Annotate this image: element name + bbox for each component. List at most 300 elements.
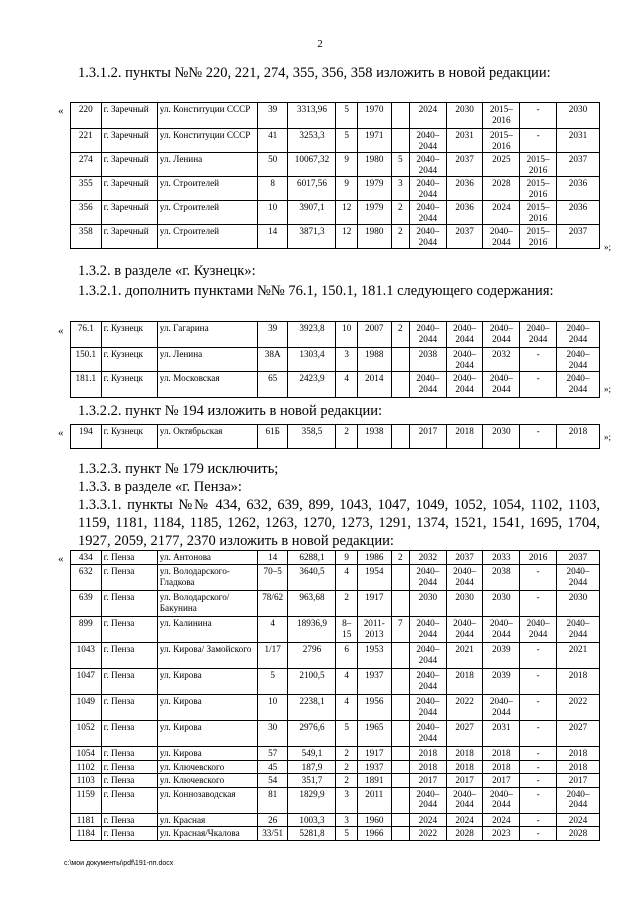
table-cell: - bbox=[520, 760, 557, 774]
table-cell: 150.1 bbox=[71, 348, 102, 372]
table-cell: 2037 bbox=[446, 153, 483, 177]
table-row bbox=[71, 425, 600, 449]
table-cell: 1829,9 bbox=[288, 787, 336, 813]
table-cell bbox=[391, 372, 409, 398]
table-cell: 194 bbox=[71, 425, 102, 449]
table-cell: 2040–2044 bbox=[446, 348, 483, 372]
table-cell: 2040–2044 bbox=[446, 322, 483, 348]
table-row bbox=[71, 551, 600, 565]
table-cell: 2038 bbox=[483, 565, 520, 591]
table-cell: 2238,1 bbox=[288, 695, 336, 721]
table-cell: 2040–2044 bbox=[483, 695, 520, 721]
table-cell bbox=[391, 695, 409, 721]
table-cell: г. Кузнецк bbox=[101, 425, 157, 449]
paragraph-1-3-2: 1.3.2. в разделе «г. Кузнецк»: bbox=[78, 263, 256, 279]
table-row bbox=[71, 565, 600, 591]
table-cell: 2017 bbox=[446, 774, 483, 788]
table-cell: ул. Кирова/ Замойского bbox=[157, 643, 257, 669]
table-cell: г. Пенза bbox=[101, 827, 157, 841]
table-cell: 2030 bbox=[483, 425, 520, 449]
table-cell: 8–15 bbox=[336, 617, 357, 643]
table-cell: 2036 bbox=[446, 177, 483, 201]
table-cell: 9 bbox=[336, 153, 357, 177]
table-cell: г. Пенза bbox=[101, 774, 157, 788]
table-cell: 4 bbox=[336, 695, 357, 721]
table-cell: 2022 bbox=[446, 695, 483, 721]
table-cell: 2040–2044 bbox=[556, 372, 599, 398]
table-cell: г. Пенза bbox=[101, 643, 157, 669]
table-cell: 2015–2016 bbox=[520, 225, 557, 249]
table-cell: 30 bbox=[257, 721, 288, 747]
table-cell: г. Кузнецк bbox=[101, 322, 157, 348]
table-cell: 2018 bbox=[446, 760, 483, 774]
table-cell bbox=[391, 348, 409, 372]
table-cell: 1953 bbox=[357, 643, 391, 669]
table-cell: 3907,1 bbox=[288, 201, 336, 225]
table-cell: 3313,96 bbox=[288, 103, 336, 129]
table-cell: 2040–2044 bbox=[409, 129, 446, 153]
table-row bbox=[71, 643, 600, 669]
table-cell: 6288,1 bbox=[288, 551, 336, 565]
table-cell: 65 bbox=[257, 372, 288, 398]
table-row bbox=[71, 760, 600, 774]
table-cell: ул. Кирова bbox=[157, 669, 257, 695]
table-cell: 3 bbox=[391, 177, 409, 201]
table-cell: 2030 bbox=[556, 591, 599, 617]
table-cell: 2036 bbox=[556, 201, 599, 225]
table-cell: 2040–2044 bbox=[483, 787, 520, 813]
table-cell: 2015–2016 bbox=[520, 153, 557, 177]
table-cell: г. Пенза bbox=[101, 565, 157, 591]
table-cell: 9 bbox=[336, 551, 357, 565]
table-cell: 33/51 bbox=[257, 827, 288, 841]
table-cell: 2022 bbox=[556, 695, 599, 721]
table-cell: 45 bbox=[257, 760, 288, 774]
table-cell: 2040–2044 bbox=[409, 177, 446, 201]
table-cell: 4 bbox=[336, 372, 357, 398]
table-cell: ул. Строителей bbox=[157, 201, 257, 225]
table-cell: 187,9 bbox=[288, 760, 336, 774]
table-cell: 2040–2044 bbox=[483, 322, 520, 348]
paragraph-1-3-2-2: 1.3.2.2. пункт № 194 изложить в новой редакции: bbox=[78, 403, 383, 419]
paragraph-1-3-3: 1.3.3. в разделе «г. Пенза»: bbox=[78, 479, 242, 495]
table-cell: г. Заречный bbox=[101, 225, 157, 249]
table-cell: 1966 bbox=[357, 827, 391, 841]
table-cell: ул. Гагарина bbox=[157, 322, 257, 348]
table-cell: 2040–2044 bbox=[483, 372, 520, 398]
table-cell: 2030 bbox=[446, 103, 483, 129]
table-cell: 351,7 bbox=[288, 774, 336, 788]
table-cell: 2017 bbox=[556, 774, 599, 788]
table-cell: 1103 bbox=[71, 774, 102, 788]
table-cell: ул. Кирова bbox=[157, 695, 257, 721]
table-cell: 26 bbox=[257, 813, 288, 827]
table-cell bbox=[391, 425, 409, 449]
table-cell: ул. Ключевского bbox=[157, 774, 257, 788]
table-cell: 2037 bbox=[446, 225, 483, 249]
table-cell: 2040–2044 bbox=[409, 153, 446, 177]
table-row bbox=[71, 774, 600, 788]
table-cell: 2018 bbox=[446, 747, 483, 761]
table-cell: 70–5 bbox=[257, 565, 288, 591]
table-cell: 7 bbox=[391, 617, 409, 643]
table-cell: 5 bbox=[336, 129, 357, 153]
table-cell: г. Заречный bbox=[101, 129, 157, 153]
table-cell: 2018 bbox=[446, 669, 483, 695]
table-cell: 1102 bbox=[71, 760, 102, 774]
table-cell: 10067,32 bbox=[288, 153, 336, 177]
table-cell: - bbox=[520, 787, 557, 813]
table-cell: 4 bbox=[336, 669, 357, 695]
table-cell: 2031 bbox=[483, 721, 520, 747]
table-cell: 1891 bbox=[357, 774, 391, 788]
table-row bbox=[71, 721, 600, 747]
table-cell: 2040–2044 bbox=[483, 225, 520, 249]
table-cell: - bbox=[520, 643, 557, 669]
open-quote: « bbox=[58, 325, 64, 337]
table-row bbox=[71, 591, 600, 617]
table-row bbox=[71, 225, 600, 249]
table-cell: 9 bbox=[336, 177, 357, 201]
table-cell: 39 bbox=[257, 103, 288, 129]
table-cell: 2040–2044 bbox=[409, 565, 446, 591]
table-row bbox=[71, 153, 600, 177]
table-cell: 1184 bbox=[71, 827, 102, 841]
table-cell bbox=[391, 774, 409, 788]
table-cell: 2018 bbox=[409, 747, 446, 761]
table-row bbox=[71, 813, 600, 827]
table-cell: 57 bbox=[257, 747, 288, 761]
table-cell: 2040–2044 bbox=[483, 617, 520, 643]
table-cell: г. Пенза bbox=[101, 617, 157, 643]
table-cell: 38А bbox=[257, 348, 288, 372]
table-cell: 2040–2044 bbox=[556, 565, 599, 591]
table-cell: 1980 bbox=[357, 225, 391, 249]
table-cell: 2039 bbox=[483, 669, 520, 695]
table-cell: 2015–2016 bbox=[520, 201, 557, 225]
table-cell: - bbox=[520, 813, 557, 827]
table-cell: 1954 bbox=[357, 565, 391, 591]
table-cell: ул. Кирова bbox=[157, 721, 257, 747]
table-cell: 1986 bbox=[357, 551, 391, 565]
table-cell: 18936,9 bbox=[288, 617, 336, 643]
table-cell: 2025 bbox=[483, 153, 520, 177]
table-cell: 963,68 bbox=[288, 591, 336, 617]
table-cell: 12 bbox=[336, 201, 357, 225]
table-cell: 41 bbox=[257, 129, 288, 153]
table-cell: 1052 bbox=[71, 721, 102, 747]
table-cell: - bbox=[520, 695, 557, 721]
table-cell: ул. Ленина bbox=[157, 348, 257, 372]
table-cell: - bbox=[520, 372, 557, 398]
table-cell: 2 bbox=[336, 425, 357, 449]
close-quote: »; bbox=[604, 432, 612, 442]
table-cell bbox=[391, 591, 409, 617]
table-cell: 2040–2044 bbox=[409, 787, 446, 813]
table-cell: 1960 bbox=[357, 813, 391, 827]
table-cell: 2 bbox=[391, 201, 409, 225]
table-cell: ул. Конституции СССР bbox=[157, 103, 257, 129]
close-quote: »; bbox=[604, 242, 612, 252]
table-cell: 434 bbox=[71, 551, 102, 565]
table-cell: 274 bbox=[71, 153, 102, 177]
table-cell: 1917 bbox=[357, 747, 391, 761]
table-cell: 1971 bbox=[357, 129, 391, 153]
table-cell: г. Пенза bbox=[101, 591, 157, 617]
table-cell: 2037 bbox=[556, 225, 599, 249]
table-cell: - bbox=[520, 721, 557, 747]
table-cell: 3871,3 bbox=[288, 225, 336, 249]
table-cell bbox=[391, 565, 409, 591]
table-cell bbox=[391, 813, 409, 827]
table-cell: - bbox=[520, 565, 557, 591]
table-cell: 2011 bbox=[357, 787, 391, 813]
table-cell: 2 bbox=[336, 591, 357, 617]
table-cell: 2027 bbox=[556, 721, 599, 747]
table-cell: 2015–2016 bbox=[483, 103, 520, 129]
table-cell bbox=[391, 721, 409, 747]
table-cell: ул. Московская bbox=[157, 372, 257, 398]
table-cell: ул. Конституции СССР bbox=[157, 129, 257, 153]
table-cell: 181.1 bbox=[71, 372, 102, 398]
table-cell: 1917 bbox=[357, 591, 391, 617]
table-cell: г. Заречный bbox=[101, 103, 157, 129]
table-cell: 358 bbox=[71, 225, 102, 249]
table-penza bbox=[70, 550, 600, 841]
table-cell: 2011-2013 bbox=[357, 617, 391, 643]
table-cell: ул. Володарского/ Бакунина bbox=[157, 591, 257, 617]
table-cell: г. Пенза bbox=[101, 721, 157, 747]
table-row bbox=[71, 827, 600, 841]
table-cell: 2100,5 bbox=[288, 669, 336, 695]
table-cell: 10 bbox=[336, 322, 357, 348]
table-cell: 355 bbox=[71, 177, 102, 201]
table-cell: 1043 bbox=[71, 643, 102, 669]
table-row bbox=[71, 617, 600, 643]
table-cell: 5 bbox=[336, 103, 357, 129]
table-cell bbox=[391, 747, 409, 761]
table-cell: г. Кузнецк bbox=[101, 348, 157, 372]
table-cell: 2040–2044 bbox=[556, 787, 599, 813]
table-cell: - bbox=[520, 827, 557, 841]
table-cell: 1047 bbox=[71, 669, 102, 695]
table-cell: 2018 bbox=[556, 425, 599, 449]
table-cell: ул. Калинина bbox=[157, 617, 257, 643]
table-cell: 1054 bbox=[71, 747, 102, 761]
table-cell: 2040–2044 bbox=[446, 565, 483, 591]
table-cell: 1303,4 bbox=[288, 348, 336, 372]
table-cell: 2024 bbox=[409, 103, 446, 129]
table-cell: ул. Кирова bbox=[157, 747, 257, 761]
table-cell: г. Пенза bbox=[101, 695, 157, 721]
table-cell: 2 bbox=[391, 225, 409, 249]
table-cell: 2028 bbox=[483, 177, 520, 201]
table-cell: 2018 bbox=[556, 760, 599, 774]
close-quote: »; bbox=[604, 384, 612, 394]
paragraph-1-3-1-2: 1.3.1.2. пункты №№ 220, 221, 274, 355, 356, 358 изложить в новой редакции: bbox=[78, 65, 551, 81]
table-cell: 2040–2044 bbox=[409, 617, 446, 643]
open-quote: « bbox=[58, 553, 64, 565]
table-cell: 2016 bbox=[520, 551, 557, 565]
table-row bbox=[71, 695, 600, 721]
table-cell: 2 bbox=[336, 747, 357, 761]
table-cell: г. Пенза bbox=[101, 669, 157, 695]
table-cell: 221 bbox=[71, 129, 102, 153]
table-cell: 2040–2044 bbox=[446, 617, 483, 643]
table-cell: 2030 bbox=[446, 591, 483, 617]
table-cell: 14 bbox=[257, 225, 288, 249]
table-cell: 2018 bbox=[446, 425, 483, 449]
table-cell: 1/17 bbox=[257, 643, 288, 669]
paragraph-1-3-2-3: 1.3.2.3. пункт № 179 исключить; bbox=[78, 461, 279, 477]
table-cell bbox=[391, 129, 409, 153]
table-cell: ул. Антонова bbox=[157, 551, 257, 565]
table-cell: 2038 bbox=[409, 348, 446, 372]
table-cell: 50 bbox=[257, 153, 288, 177]
table-cell: 1979 bbox=[357, 177, 391, 201]
table-cell: 2040–2044 bbox=[409, 372, 446, 398]
table-cell: 2030 bbox=[483, 591, 520, 617]
table-cell: 8 bbox=[257, 177, 288, 201]
table-cell: ул. Октябрьская bbox=[157, 425, 257, 449]
table-cell: 2018 bbox=[483, 760, 520, 774]
table-cell bbox=[391, 103, 409, 129]
table-row bbox=[71, 787, 600, 813]
table-cell: ул. Володарского-Гладкова bbox=[157, 565, 257, 591]
table-cell: 1049 bbox=[71, 695, 102, 721]
table-cell: 2040–2044 bbox=[556, 617, 599, 643]
table-cell: - bbox=[520, 103, 557, 129]
table-cell: 2022 bbox=[409, 827, 446, 841]
table-cell: ул. Красная/Чкалова bbox=[157, 827, 257, 841]
table-cell: 3923,8 bbox=[288, 322, 336, 348]
table-cell: ул. Строителей bbox=[157, 225, 257, 249]
table-cell: 2014 bbox=[357, 372, 391, 398]
table-cell: 78/62 bbox=[257, 591, 288, 617]
table-row bbox=[71, 669, 600, 695]
table-cell: 3 bbox=[336, 813, 357, 827]
table-kuznetsk-add bbox=[70, 321, 600, 398]
table-cell: 5 bbox=[336, 721, 357, 747]
table-cell: ул. Ленина bbox=[157, 153, 257, 177]
table-cell: 10 bbox=[257, 695, 288, 721]
table-cell: 3 bbox=[336, 787, 357, 813]
table-cell: 2024 bbox=[409, 813, 446, 827]
page-number: 2 bbox=[317, 38, 323, 50]
table-cell: 2021 bbox=[446, 643, 483, 669]
table-cell: 1988 bbox=[357, 348, 391, 372]
table-cell: г. Пенза bbox=[101, 551, 157, 565]
table-cell: 1938 bbox=[357, 425, 391, 449]
table-cell: 2423,9 bbox=[288, 372, 336, 398]
table-cell: 81 bbox=[257, 787, 288, 813]
table-cell: 2015–2016 bbox=[520, 177, 557, 201]
table-row bbox=[71, 322, 600, 348]
table-cell: 6 bbox=[336, 643, 357, 669]
table-cell: г. Пенза bbox=[101, 747, 157, 761]
table-cell: 6017,56 bbox=[288, 177, 336, 201]
table-cell: 2040–2044 bbox=[409, 669, 446, 695]
table-cell: 1965 bbox=[357, 721, 391, 747]
table-row bbox=[71, 372, 600, 398]
table-cell: 356 bbox=[71, 201, 102, 225]
table-cell: 2024 bbox=[556, 813, 599, 827]
table-cell: 1980 bbox=[357, 153, 391, 177]
table-cell bbox=[391, 827, 409, 841]
table-cell: 2040–2044 bbox=[409, 721, 446, 747]
table-cell: 2040–2044 bbox=[409, 322, 446, 348]
table-cell: 2024 bbox=[483, 813, 520, 827]
table-cell: 54 bbox=[257, 774, 288, 788]
table-cell: 76.1 bbox=[71, 322, 102, 348]
table-cell: 2021 bbox=[556, 643, 599, 669]
open-quote: « bbox=[58, 105, 64, 117]
table-cell: г. Пенза bbox=[101, 787, 157, 813]
table-cell: 2040–2044 bbox=[556, 322, 599, 348]
table-cell: 1970 bbox=[357, 103, 391, 129]
table-cell: 1956 bbox=[357, 695, 391, 721]
table-cell: 2018 bbox=[409, 760, 446, 774]
table-cell: ул. Красная bbox=[157, 813, 257, 827]
table-cell: - bbox=[520, 425, 557, 449]
table-cell: 2018 bbox=[556, 747, 599, 761]
table-cell: 358,5 bbox=[288, 425, 336, 449]
table-cell: 2030 bbox=[409, 591, 446, 617]
table-cell: ул. Ключевского bbox=[157, 760, 257, 774]
table-cell: 3253,3 bbox=[288, 129, 336, 153]
table-cell: - bbox=[520, 348, 557, 372]
paragraph-1-3-2-1: 1.3.2.1. дополнить пунктами №№ 76.1, 150.1, 181.1 следующего содержания: bbox=[78, 283, 554, 299]
table-cell: 2018 bbox=[483, 747, 520, 761]
table-cell: 2040–2044 bbox=[520, 617, 557, 643]
table-cell: 2037 bbox=[556, 551, 599, 565]
table-row bbox=[71, 747, 600, 761]
table-cell: г. Пенза bbox=[101, 760, 157, 774]
table-cell: 2 bbox=[336, 774, 357, 788]
table-cell: 2036 bbox=[446, 201, 483, 225]
table-cell: 2028 bbox=[446, 827, 483, 841]
table-cell: 4 bbox=[336, 565, 357, 591]
table-kuznetsk-194 bbox=[70, 424, 600, 449]
table-cell: 2017 bbox=[409, 774, 446, 788]
table-cell: 2040–2044 bbox=[409, 225, 446, 249]
table-cell: 2037 bbox=[556, 153, 599, 177]
table-row bbox=[71, 201, 600, 225]
table-cell bbox=[391, 760, 409, 774]
file-path-footer: c:\мои документы\pdf\191-пп.docx bbox=[64, 860, 174, 867]
table-cell: - bbox=[520, 669, 557, 695]
table-cell: 2024 bbox=[446, 813, 483, 827]
table-cell bbox=[391, 643, 409, 669]
table-cell: 2040–2044 bbox=[409, 201, 446, 225]
table-cell: 2 bbox=[391, 322, 409, 348]
table-zarechny bbox=[70, 102, 600, 249]
table-cell: 2007 bbox=[357, 322, 391, 348]
table-cell: 2028 bbox=[556, 827, 599, 841]
table-cell: 220 bbox=[71, 103, 102, 129]
table-cell: 2024 bbox=[483, 201, 520, 225]
table-cell: 632 bbox=[71, 565, 102, 591]
table-cell: 2040–2044 bbox=[446, 372, 483, 398]
table-cell: 2027 bbox=[446, 721, 483, 747]
table-cell: 5281,8 bbox=[288, 827, 336, 841]
table-cell: г. Заречный bbox=[101, 177, 157, 201]
table-cell: 2031 bbox=[556, 129, 599, 153]
table-cell: 5 bbox=[336, 827, 357, 841]
table-cell: 1937 bbox=[357, 669, 391, 695]
table-cell: 1937 bbox=[357, 760, 391, 774]
table-cell: 2976,6 bbox=[288, 721, 336, 747]
